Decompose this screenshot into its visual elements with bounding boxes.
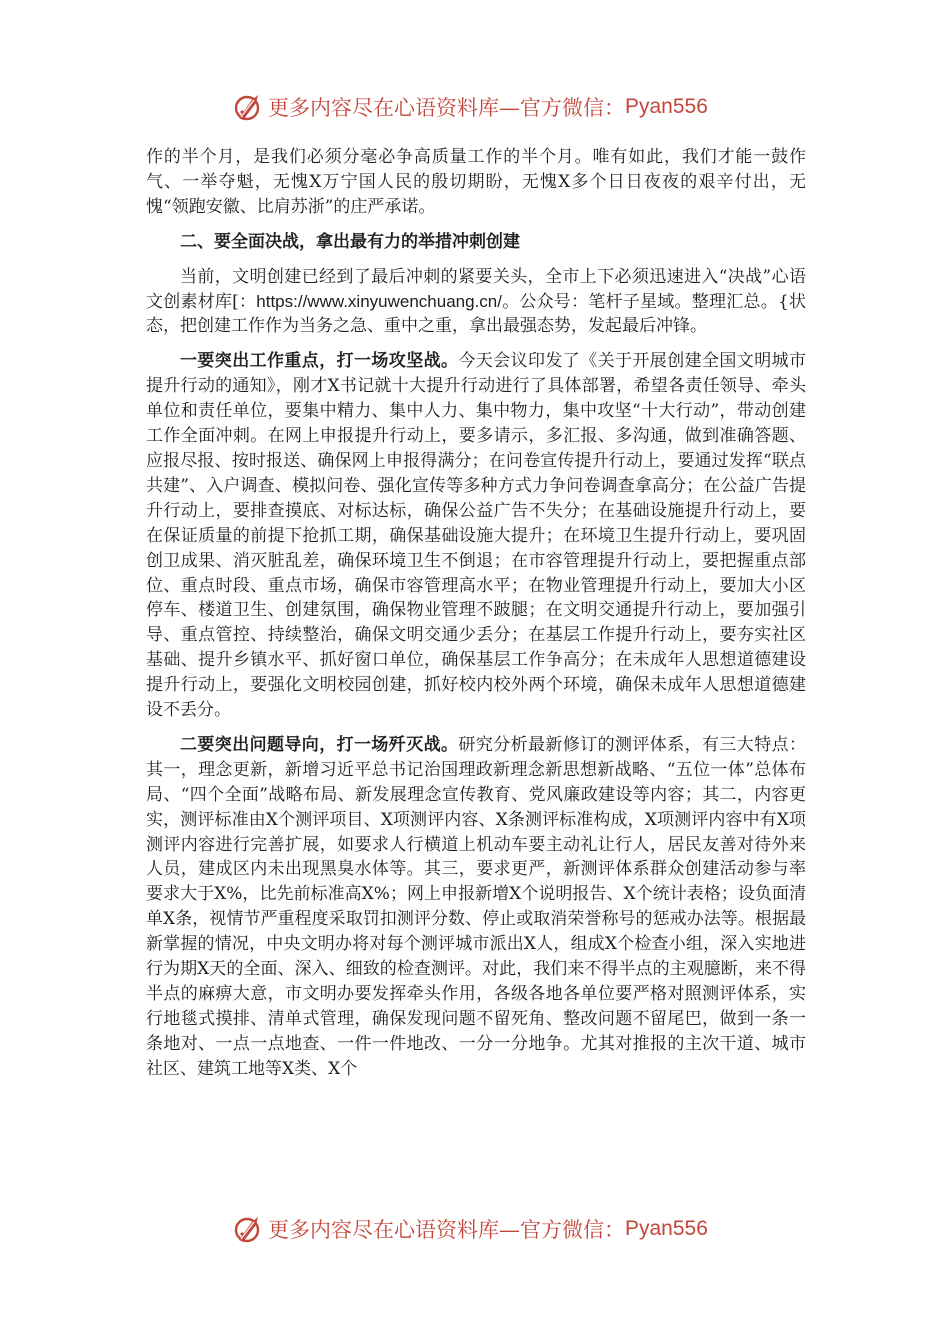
section-heading — [146, 230, 806, 255]
paragraph-intro — [146, 265, 806, 340]
header-banner-wechat-id: Pyan556 — [625, 95, 708, 118]
point-one-lead: 一要突出工作重点，打一场攻坚战。 — [180, 351, 459, 372]
footer-banner-text: 更多内容尽在心语资料库—官方微信： — [268, 1218, 625, 1242]
document-body — [146, 145, 806, 1082]
point-two-lead: 二要突出问题导向，打一场歼灭战。 — [180, 734, 459, 755]
section-heading-text: 二、要全面决战，拿出最有力的举措冲刺创建 — [180, 231, 520, 252]
point-one-body: 今天会议印发了《关于开展创建全国文明城市提升行动的通知》，刚才X书记就十大提升行动进行了具体部署，希望各责任领导、牵头单位和责任单位，要集中精力、集中人力、集中物力，集中攻坚“十大行动”，带动创建工作全面冲刺。在网上申报提升行动上，要多请示，多汇报、多沟通，做到准确答题、应报尽报、按时报送、确保网上申报得满分；在问卷宣传提升行动上，要通过发挥“联点共建”、入户调查、模拟问卷、强化宣传等多种方式力争问卷调查拿高分；在公益广告提升行动上，要排查摸底、对标达标，确保公益广告不失分；在基础设施提升行动上，要在保证质量的前提下抢抓工期，确保基础设施大提升；在环境卫生提升行动上，要巩固创卫成果、消灭脏乱差，确保环境卫生不倒退；在市容管理提升行动上，要把握重点部位、重点时段、重点市场，确保市容管理高水平；在物业管理提升行动上，要加大小区停车、楼道卫生、创建氛围，确保物业管理不跛腿；在文明交通提升行动上，要加强引导、重点管控、持续整治，确保文明交通少丢分；在基层工作提升行动上，要夯实社区基础、提升乡镇水平、抓好窗口单位，确保基层工作争高分；在未成年人思想道德建设提升行动上，要强化文明校园创建，抓好校内校外两个环境，确保未成年人思想道德建设不丢分。 — [146, 351, 807, 721]
header-banner-text: 更多内容尽在心语资料库—官方微信： — [268, 96, 625, 120]
paragraph-intro-url: https://www.xinyuwenchuang.cn/ — [256, 291, 502, 311]
paragraph-point-one — [146, 349, 806, 723]
paragraph-continuation: 作的半个月，是我们必须分毫必争高质量工作的半个月。唯有如此，我们才能一鼓作气、一举夺魁，无愧X万宁国人民的殷切期盼，无愧X多个日日夜夜的艰辛付出，无愧“领跑安徽、比肩苏浙”的庄严承诺。 — [146, 147, 806, 217]
paragraph-intro-text-b: 。公众号：笔杆子星域。整理汇总。{状态，把创建工作作为当务之急、重中之重，拿出最强态势，发起最后冲锋。 — [146, 291, 806, 337]
paragraph-point-two — [146, 733, 806, 1082]
paragraph-intro-text-a: 当前，文明创建已经到了最后冲刺的紧要关头，全市上下必须迅速进入“决战”心语文创素材库[： — [146, 266, 806, 312]
point-two-body: 研究分析最新修订的测评体系，有三大特点：其一，理念更新，新增习近平总书记治国理政新理念新思想新战略、“五位一体”总体布局、“四个全面”战略布局、新发展理念宣传教育、党风廉政建设等内容；其二，内容更实，测评标准由X个测评项目、X项测评内容、X条测评标准构成，X项测评内容中有X项测评内容进行完善扩展，如要求人行横道上机动车要主动礼让行人，居民友善对待外来人员，建成区内未出现黑臭水体等。其三，要求更严，新测评体系群众创建活动参与率要求大于X%，比先前标准高X%；网上申报新增X个说明报告、X个统计表格；设负面清单X条，视情节严重程度采取罚扣测评分数、停止或取消荣誉称号的惩戒办法等。根据最新掌握的情况，中央文明办将对每个测评城市派出X人，组成X个检查小组，深入实地进行为期X天的全面、深入、细致的检查测评。对此，我们来不得半点的主观臆断，来不得半点的麻痹大意，市文明办要发挥牵头作用，各级各地各单位要严格对照测评体系，实行地毯式摸排、清单式管理，确保发现问题不留死角、整改问题不留尾巴，做到一条一条地对、一点一点地查、一件一件地改、一分一分地争。尤其对推报的主次干道、城市社区、建筑工地等X类、X个 — [146, 734, 807, 1079]
header-watermark-banner — [232, 90, 708, 124]
footer-watermark-banner — [232, 1212, 708, 1246]
footer-banner-wechat-id: Pyan556 — [625, 1217, 708, 1240]
pen-nib-logo-icon — [232, 1213, 264, 1245]
pen-nib-logo-icon — [232, 91, 264, 123]
